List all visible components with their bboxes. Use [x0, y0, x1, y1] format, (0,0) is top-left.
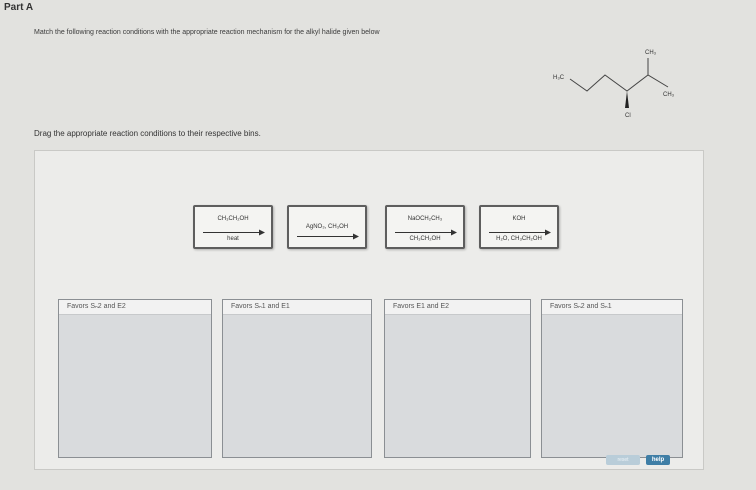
alkyl-halide-structure [550, 44, 700, 124]
bin-label: Favors Sₙ1 and E1 [223, 300, 371, 315]
reaction-arrow-icon [297, 233, 359, 240]
bin-sn2-e2[interactable] [58, 299, 212, 458]
top-methyl-label: CH₃ [645, 50, 657, 56]
bin-label: Favors Sₙ2 and Sₙ1 [542, 300, 682, 315]
reaction-arrow-icon [203, 229, 265, 236]
part-label: Part A [4, 2, 34, 13]
halogen-label: Cl [625, 113, 631, 119]
condition-tile[interactable] [287, 205, 367, 249]
tile-condition-label: H₂O, CH₃CH₂OH [496, 236, 542, 242]
right-methyl-label: CH₃ [663, 92, 675, 98]
bin-e1-e2[interactable] [384, 299, 531, 458]
tile-reagent-label: CH₃CH₂OH [217, 216, 249, 222]
drag-instruction: Drag the appropriate reaction conditions to their respective bins. [34, 129, 261, 138]
tile-reagent-label: NaOCH₂CH₃ [407, 216, 443, 222]
bin-sn1-e1[interactable] [222, 299, 372, 458]
reset-button[interactable]: reset [606, 455, 640, 465]
question-instruction: Match the following reaction conditions with the appropriate reaction mechanism for the alkyl halide given below [34, 29, 380, 36]
tile-condition-label: CH₃CH₂OH [409, 236, 441, 242]
condition-tile[interactable] [479, 205, 559, 249]
reaction-arrow-icon [395, 229, 457, 236]
wedge-bond [625, 91, 629, 108]
bin-label: Favors E1 and E2 [385, 300, 530, 315]
reaction-arrow-icon [489, 229, 551, 236]
tile-reagent-label: AgNO₃, CH₃OH [305, 224, 349, 230]
help-button[interactable]: help [646, 455, 670, 465]
condition-tile[interactable] [193, 205, 273, 249]
tile-condition-label: heat [227, 236, 239, 242]
condition-tile[interactable] [385, 205, 465, 249]
left-methyl-label: H₃C [553, 75, 565, 81]
bin-label: Favors Sₙ2 and E2 [59, 300, 211, 315]
carbon-chain [570, 75, 668, 91]
bin-sn2-sn1[interactable] [541, 299, 683, 458]
tile-reagent-label: KOH [512, 216, 526, 222]
